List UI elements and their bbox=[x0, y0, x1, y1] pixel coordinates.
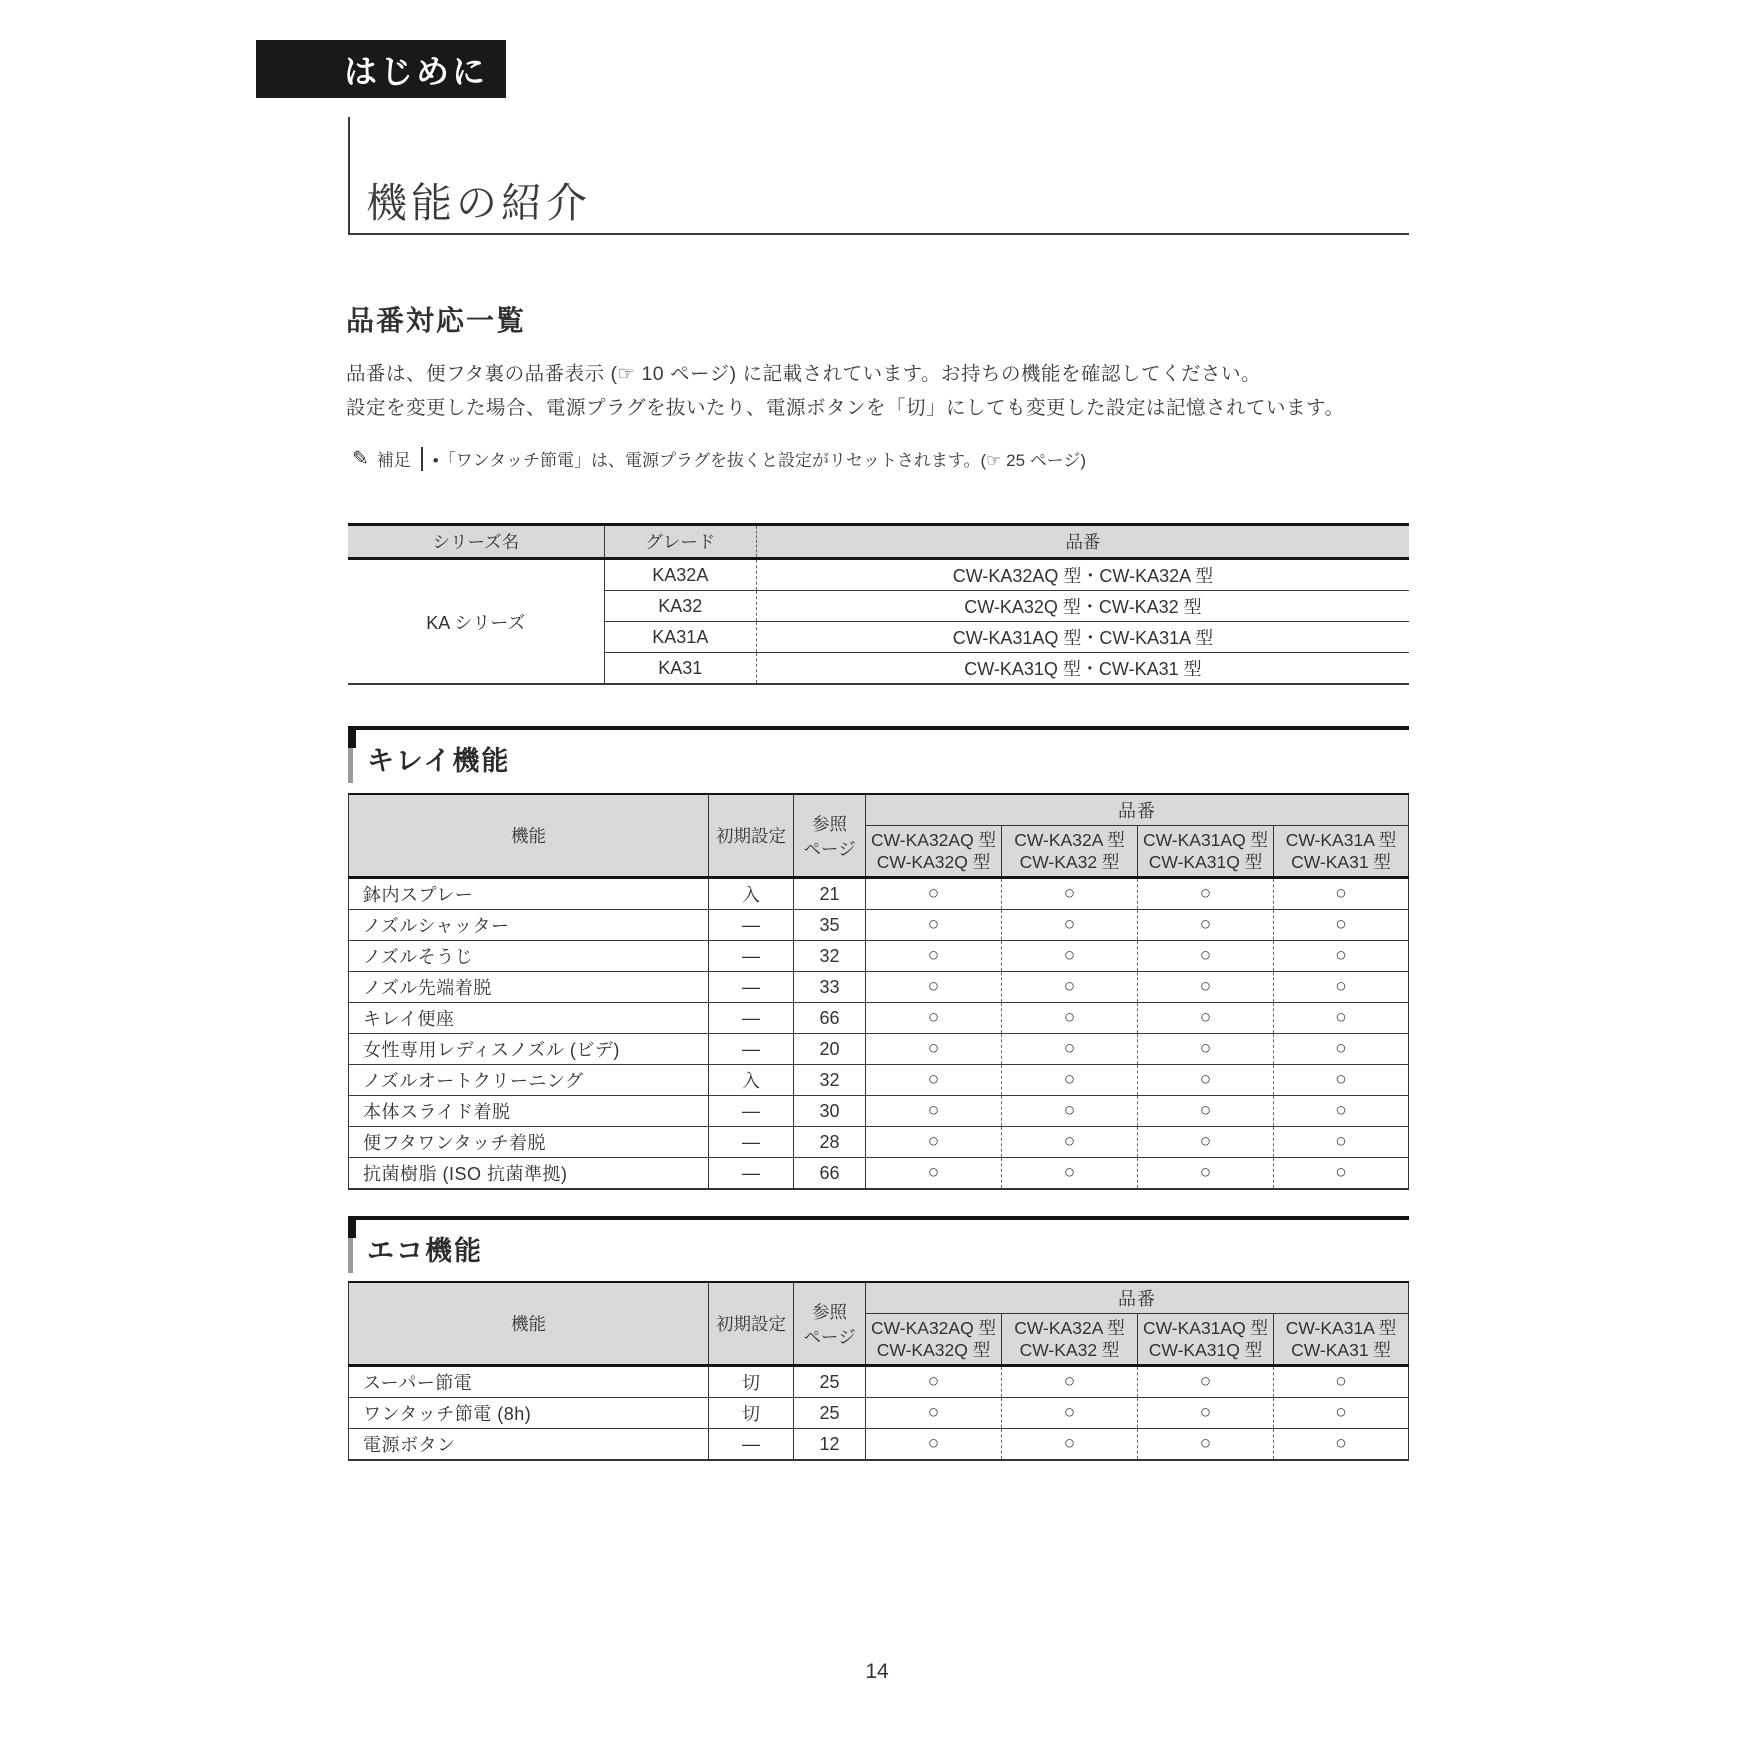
table-row bbox=[349, 972, 1409, 1003]
note-divider bbox=[421, 447, 423, 471]
model-name-line: CW-KA32AQ 型 bbox=[870, 830, 997, 850]
table-row bbox=[349, 1003, 1409, 1034]
grade-cell: KA31A bbox=[604, 622, 756, 653]
model-column-header bbox=[866, 826, 1002, 878]
support-mark: ○ bbox=[866, 941, 1002, 972]
model-name-line: CW-KA32 型 bbox=[1019, 852, 1120, 872]
ref-page: 20 bbox=[794, 1034, 866, 1065]
model-name-line: CW-KA32AQ 型 bbox=[870, 1318, 997, 1338]
models-cell: CW-KA32Q 型・CW-KA32 型 bbox=[756, 591, 1409, 622]
support-mark: ○ bbox=[866, 1065, 1002, 1096]
support-mark: ○ bbox=[1002, 1096, 1138, 1127]
ref-page: 25 bbox=[794, 1398, 866, 1429]
support-mark: ○ bbox=[1138, 1398, 1274, 1429]
table-row bbox=[349, 1065, 1409, 1096]
support-mark: ○ bbox=[1002, 1065, 1138, 1096]
model-name-line: CW-KA31A 型 bbox=[1285, 830, 1397, 850]
feature-name: 抗菌樹脂 (ISO 抗菌準拠) bbox=[349, 1158, 709, 1190]
support-mark: ○ bbox=[1138, 1096, 1274, 1127]
model-column-header bbox=[866, 1314, 1002, 1366]
default-setting: ― bbox=[709, 1096, 794, 1127]
default-setting: ― bbox=[709, 910, 794, 941]
feature-name: 女性専用レディスノズル (ビデ) bbox=[349, 1034, 709, 1065]
support-mark: ○ bbox=[1002, 1366, 1138, 1398]
support-mark: ○ bbox=[1274, 941, 1409, 972]
section-notch bbox=[348, 730, 356, 748]
page-title: 機能の紹介 bbox=[366, 180, 591, 226]
support-mark: ○ bbox=[1138, 1065, 1274, 1096]
support-mark: ○ bbox=[1274, 1127, 1409, 1158]
support-mark: ○ bbox=[1274, 972, 1409, 1003]
support-mark: ○ bbox=[866, 1096, 1002, 1127]
col-header-hinban: 品番 bbox=[866, 794, 1409, 826]
title-vertical-rule bbox=[348, 117, 350, 234]
feature-name: ノズルオートクリーニング bbox=[349, 1065, 709, 1096]
feature-name: 電源ボタン bbox=[349, 1429, 709, 1461]
col-header-default: 初期設定 bbox=[709, 1282, 794, 1366]
ref-page: 32 bbox=[794, 1065, 866, 1096]
series-model-table bbox=[348, 523, 1409, 685]
support-mark: ○ bbox=[866, 1158, 1002, 1190]
ref-header-line1: 参照 bbox=[812, 813, 847, 834]
default-setting: ― bbox=[709, 1429, 794, 1461]
ref-page: 30 bbox=[794, 1096, 866, 1127]
title-horizontal-rule bbox=[348, 233, 1409, 235]
feature-name: 便フタワンタッチ着脱 bbox=[349, 1127, 709, 1158]
support-mark: ○ bbox=[1002, 910, 1138, 941]
support-mark: ○ bbox=[1274, 1366, 1409, 1398]
support-mark: ○ bbox=[1138, 878, 1274, 910]
grade-cell: KA32A bbox=[604, 559, 756, 591]
ref-page: 33 bbox=[794, 972, 866, 1003]
table-row bbox=[349, 878, 1409, 910]
support-mark: ○ bbox=[1002, 1158, 1138, 1190]
col-header-series: シリーズ名 bbox=[348, 525, 604, 559]
table-row bbox=[348, 559, 1409, 591]
support-mark: ○ bbox=[1002, 941, 1138, 972]
support-mark: ○ bbox=[1138, 1127, 1274, 1158]
default-setting: 入 bbox=[709, 1065, 794, 1096]
support-mark: ○ bbox=[1274, 1158, 1409, 1190]
default-setting: ― bbox=[709, 1034, 794, 1065]
ref-page: 25 bbox=[794, 1366, 866, 1398]
support-mark: ○ bbox=[1274, 1003, 1409, 1034]
table-header-row bbox=[348, 525, 1409, 559]
paragraph-line-1: 品番は、便フタ裏の品番表示 (☞ 10 ページ) に記載されています。お持ちの機能を確認してください。 bbox=[346, 363, 1262, 385]
model-name-line: CW-KA31Q 型 bbox=[1148, 1340, 1263, 1360]
hinban-paragraph bbox=[346, 357, 1344, 425]
support-mark: ○ bbox=[1274, 1096, 1409, 1127]
model-name-line: CW-KA31A 型 bbox=[1285, 1318, 1397, 1338]
support-mark: ○ bbox=[1138, 1158, 1274, 1190]
section-tab-label: はじめに bbox=[344, 52, 488, 90]
support-mark: ○ bbox=[866, 972, 1002, 1003]
table-row bbox=[349, 1429, 1409, 1461]
table-header-row bbox=[349, 794, 1409, 826]
col-header-default: 初期設定 bbox=[709, 794, 794, 878]
kirei-section-header bbox=[348, 726, 1409, 783]
model-column-header bbox=[1002, 826, 1138, 878]
eco-heading: エコ機能 bbox=[348, 1227, 483, 1273]
feature-name: 本体スライド着脱 bbox=[349, 1096, 709, 1127]
default-setting: ― bbox=[709, 1127, 794, 1158]
model-name-line: CW-KA31AQ 型 bbox=[1142, 1318, 1269, 1338]
table-row bbox=[349, 1398, 1409, 1429]
support-mark: ○ bbox=[866, 1034, 1002, 1065]
support-mark: ○ bbox=[1002, 1003, 1138, 1034]
model-name-line: CW-KA31 型 bbox=[1291, 1340, 1391, 1360]
section-notch bbox=[348, 1220, 356, 1238]
col-header-models: 品番 bbox=[756, 525, 1409, 559]
default-setting: 切 bbox=[709, 1398, 794, 1429]
ref-page: 28 bbox=[794, 1127, 866, 1158]
support-mark: ○ bbox=[1274, 1034, 1409, 1065]
feature-name: ワンタッチ節電 (8h) bbox=[349, 1398, 709, 1429]
table-row bbox=[349, 1158, 1409, 1190]
models-cell: CW-KA32AQ 型・CW-KA32A 型 bbox=[952, 566, 1214, 586]
table-row bbox=[349, 1127, 1409, 1158]
model-name-line: CW-KA32A 型 bbox=[1014, 830, 1125, 850]
table-row bbox=[349, 1366, 1409, 1398]
hinban-heading: 品番対応一覧 bbox=[346, 305, 527, 336]
col-header-ref-page bbox=[794, 794, 866, 878]
support-mark: ○ bbox=[1002, 878, 1138, 910]
col-header-feature: 機能 bbox=[349, 1282, 709, 1366]
table-row bbox=[349, 1034, 1409, 1065]
support-mark: ○ bbox=[866, 1398, 1002, 1429]
default-setting: ― bbox=[709, 1158, 794, 1190]
default-setting: 切 bbox=[709, 1366, 794, 1398]
support-mark: ○ bbox=[866, 1003, 1002, 1034]
support-mark: ○ bbox=[866, 1429, 1002, 1461]
default-setting: 入 bbox=[709, 878, 794, 910]
model-column-header bbox=[1274, 826, 1409, 878]
feature-name: スーパー節電 bbox=[349, 1366, 709, 1398]
default-setting: ― bbox=[709, 1003, 794, 1034]
ref-header-line2: ページ bbox=[803, 1326, 856, 1347]
feature-name: ノズルそうじ bbox=[349, 941, 709, 972]
support-mark: ○ bbox=[1274, 1429, 1409, 1461]
table-row bbox=[349, 1096, 1409, 1127]
table-row bbox=[349, 941, 1409, 972]
model-name-line: CW-KA32Q 型 bbox=[876, 1340, 991, 1360]
support-mark: ○ bbox=[1138, 1366, 1274, 1398]
note-label: 補足 bbox=[376, 451, 411, 470]
note-text: •「ワンタッチ節電」は、電源プラグを抜くと設定がリセットされます。(☞ 25 ページ) bbox=[432, 451, 1087, 470]
ref-page: 66 bbox=[794, 1158, 866, 1190]
ref-page: 66 bbox=[794, 1003, 866, 1034]
section-tab bbox=[256, 40, 506, 98]
models-cell: CW-KA31AQ 型・CW-KA31A 型 bbox=[756, 622, 1409, 653]
supplement-note bbox=[352, 446, 1086, 471]
eco-feature-table bbox=[348, 1281, 1409, 1461]
model-name-line: CW-KA32A 型 bbox=[1014, 1318, 1125, 1338]
model-column-header bbox=[1002, 1314, 1138, 1366]
col-header-grade: グレード bbox=[604, 525, 756, 559]
support-mark: ○ bbox=[866, 910, 1002, 941]
ref-header-line1: 参照 bbox=[812, 1301, 847, 1322]
support-mark: ○ bbox=[1138, 910, 1274, 941]
grade-cell: KA31 bbox=[604, 653, 756, 685]
support-mark: ○ bbox=[1138, 1003, 1274, 1034]
col-header-hinban: 品番 bbox=[866, 1282, 1409, 1314]
support-mark: ○ bbox=[1138, 972, 1274, 1003]
feature-name: キレイ便座 bbox=[349, 1003, 709, 1034]
table-row bbox=[349, 910, 1409, 941]
model-column-header bbox=[1274, 1314, 1409, 1366]
feature-name: ノズル先端着脱 bbox=[349, 972, 709, 1003]
support-mark: ○ bbox=[1002, 1127, 1138, 1158]
model-name-line: CW-KA31 型 bbox=[1291, 852, 1391, 872]
support-mark: ○ bbox=[866, 878, 1002, 910]
kirei-heading: キレイ機能 bbox=[348, 737, 510, 783]
support-mark: ○ bbox=[1002, 1398, 1138, 1429]
feature-name: ノズルシャッター bbox=[349, 910, 709, 941]
model-name-line: CW-KA31AQ 型 bbox=[1142, 830, 1269, 850]
col-header-feature: 機能 bbox=[349, 794, 709, 878]
ref-page: 12 bbox=[794, 1429, 866, 1461]
ref-page: 21 bbox=[794, 878, 866, 910]
table-header-row bbox=[349, 1282, 1409, 1314]
col-header-ref-page bbox=[794, 1282, 866, 1366]
support-mark: ○ bbox=[1138, 941, 1274, 972]
support-mark: ○ bbox=[1274, 878, 1409, 910]
paragraph-line-2: 設定を変更した場合、電源プラグを抜いたり、電源ボタンを「切」にしても変更した設定は記憶されています。 bbox=[346, 397, 1345, 419]
support-mark: ○ bbox=[1274, 1398, 1409, 1429]
support-mark: ○ bbox=[1138, 1034, 1274, 1065]
support-mark: ○ bbox=[866, 1366, 1002, 1398]
default-setting: ― bbox=[709, 941, 794, 972]
support-mark: ○ bbox=[1002, 1429, 1138, 1461]
model-column-header bbox=[1138, 1314, 1274, 1366]
page-number: 14 bbox=[865, 1660, 889, 1683]
grade-cell: KA32 bbox=[604, 591, 756, 622]
ref-page: 32 bbox=[794, 941, 866, 972]
support-mark: ○ bbox=[1138, 1429, 1274, 1461]
default-setting: ― bbox=[709, 972, 794, 1003]
series-name-cell: KA シリーズ bbox=[426, 612, 526, 633]
support-mark: ○ bbox=[866, 1127, 1002, 1158]
model-name-line: CW-KA32Q 型 bbox=[876, 852, 991, 872]
eco-section-header bbox=[348, 1216, 1409, 1273]
support-mark: ○ bbox=[1002, 972, 1138, 1003]
feature-name: 鉢内スプレー bbox=[349, 878, 709, 910]
ref-header-line2: ページ bbox=[803, 838, 856, 859]
model-column-header bbox=[1138, 826, 1274, 878]
model-name-line: CW-KA32 型 bbox=[1019, 1340, 1120, 1360]
models-cell: CW-KA31Q 型・CW-KA31 型 bbox=[756, 653, 1409, 685]
support-mark: ○ bbox=[1274, 910, 1409, 941]
kirei-feature-table bbox=[348, 793, 1409, 1190]
pencil-icon: ✎ bbox=[352, 448, 369, 470]
support-mark: ○ bbox=[1002, 1034, 1138, 1065]
support-mark: ○ bbox=[1274, 1065, 1409, 1096]
ref-page: 35 bbox=[794, 910, 866, 941]
model-name-line: CW-KA31Q 型 bbox=[1148, 852, 1263, 872]
